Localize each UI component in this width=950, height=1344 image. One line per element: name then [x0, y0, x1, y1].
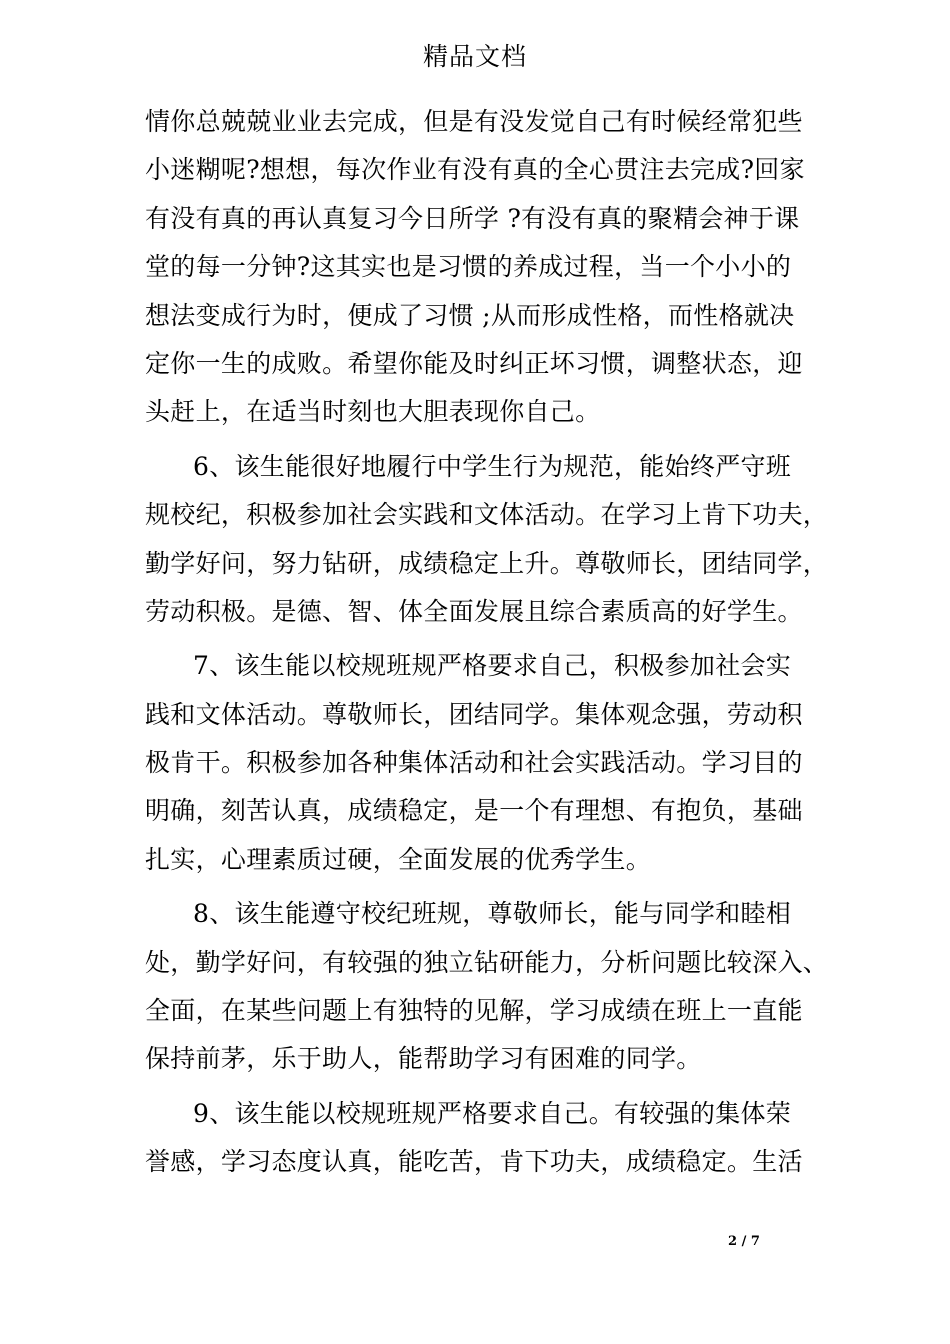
- paragraph-9-first-line: 9、该生能以校规班规严格要求自己。有较强的集体荣: [193, 1098, 792, 1128]
- text-line: 扎实，心理素质过硬，全面发展的优秀学生。: [145, 844, 652, 874]
- text-line: 头赶上，在适当时刻也大胆表现你自己。: [145, 397, 601, 427]
- text-line: 保持前茅，乐于助人，能帮助学习有困难的同学。: [145, 1044, 702, 1074]
- text-line: 勤学好问，努力钻研，成绩稳定上升。尊敬师长，团结同学，: [145, 548, 829, 578]
- text-line: 定你一生的成败。希望你能及时纠正坏习惯，调整状态，迎: [145, 348, 803, 378]
- page-header-title: 精品文档: [422, 42, 527, 71]
- paragraph-6-first-line: 6、该生能很好地履行中学生行为规范，能始终严守班: [193, 451, 792, 481]
- text-line: 想法变成行为时，便成了习惯 ;从而形成性格，而性格就决: [145, 300, 795, 330]
- paragraph-7-first-line: 7、该生能以校规班规严格要求自己，积极参加社会实: [193, 651, 792, 681]
- text-line: 誉感，学习态度认真，能吃苦，肯下功夫，成绩稳定。生活: [145, 1147, 803, 1177]
- text-line: 全面，在某些问题上有独特的见解，学习成绩在班上一直能: [145, 996, 803, 1026]
- text-line: 规校纪，积极参加社会实践和文体活动。在学习上肯下功夫，: [145, 500, 829, 530]
- page-number: 2 / 7: [728, 1234, 760, 1249]
- text-line: 明确，刻苦认真，成绩稳定，是一个有理想、有抱负，基础: [145, 796, 803, 826]
- text-line: 有没有真的再认真复习今日所学 ?有没有真的聚精会神于课: [145, 203, 800, 233]
- text-line: 极肯干。积极参加各种集体活动和社会实践活动。学习目的: [145, 748, 803, 778]
- text-line: 劳动积极。是德、智、体全面发展且综合素质高的好学生。: [145, 596, 803, 626]
- text-line: 践和文体活动。尊敬师长，团结同学。集体观念强，劳动积: [145, 699, 803, 729]
- paragraph-8-first-line: 8、该生能遵守校纪班规，尊敬师长，能与同学和睦相: [193, 899, 792, 929]
- text-line: 处，勤学好问，有较强的独立钻研能力，分析问题比较深入、: [145, 947, 829, 977]
- text-line: 小迷糊呢?想想，每次作业有没有真的全心贯注去完成?回家: [145, 155, 805, 185]
- text-line: 堂的每一分钟?这其实也是习惯的养成过程，当一个小小的: [145, 252, 792, 282]
- document-body: [145, 98, 829, 1187]
- text-line: 情你总兢兢业业去完成，但是有没发觉自己有时候经常犯些: [145, 107, 803, 136]
